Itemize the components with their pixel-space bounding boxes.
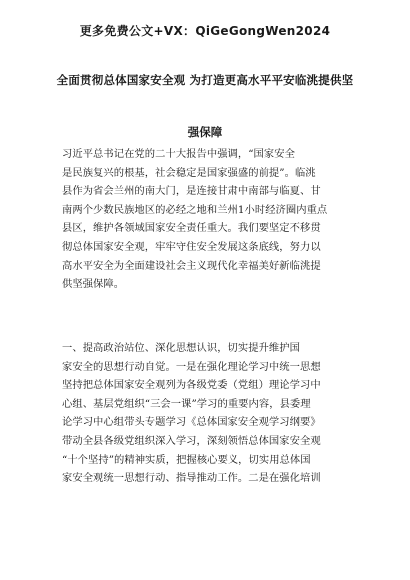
document-title-line-1: 全面贯彻总体国家安全观 为打造更高水平平安临洮提供坚: [56, 73, 354, 87]
text-line: 彻总体国家安全观，牢牢守住安全发展这条底线，努力以: [62, 240, 321, 253]
body-paragraph-2: [62, 339, 352, 488]
text-line: 高水平安全为全面建设社会主义现代化幸福美好新临洮提: [62, 259, 321, 272]
text-line: 坚持把总体国家安全观列为各级党委（党组）理论学习中: [62, 379, 321, 392]
text-line: 县作为省会兰州的南大门，是连接甘肃中南部与临夏、甘: [62, 185, 321, 198]
text-line: 带动全县各级党组织深入学习，深刻领悟总体国家安全观: [62, 434, 321, 447]
text-line: 习近平总书记在党的二十大报告中强调，“国家安全: [62, 148, 295, 160]
text-line: 家安全的思想行动自觉。一是在强化理论学习中统一思想: [62, 360, 321, 373]
text-line: 家安全观统一思想行动、指导推动工作。二是在强化培训: [62, 472, 321, 485]
text-line: 论学习中心组带头专题学习《总体国家安全观学习纲要》: [62, 416, 321, 429]
text-line: 供坚强保障。: [62, 278, 125, 291]
text-line: 心组、基层党组织“三会一课”学习的重要内容，县委理: [62, 397, 311, 410]
text-line: “十个坚持”的精神实质，把握核心要义，切实用总体国: [62, 453, 311, 466]
text-line: 是民族复兴的根基，社会稳定是国家强盛的前提”。临洮: [62, 166, 316, 179]
text-line: 县区，维护各领域国家安全责任重大。我们要坚定不移贯: [62, 222, 321, 235]
document-title-line-2: 强保障: [187, 125, 223, 139]
body-paragraph-1: [62, 145, 352, 294]
text-line: 南两个少数民族地区的必经之地和兰州1小时经济圈内重点: [62, 203, 328, 216]
text-line: 一、提高政治站位、深化思想认识，切实提升维护国: [62, 342, 300, 354]
header-watermark-text: 更多免费公文+VX：QiGeGongWen2024: [79, 24, 331, 38]
